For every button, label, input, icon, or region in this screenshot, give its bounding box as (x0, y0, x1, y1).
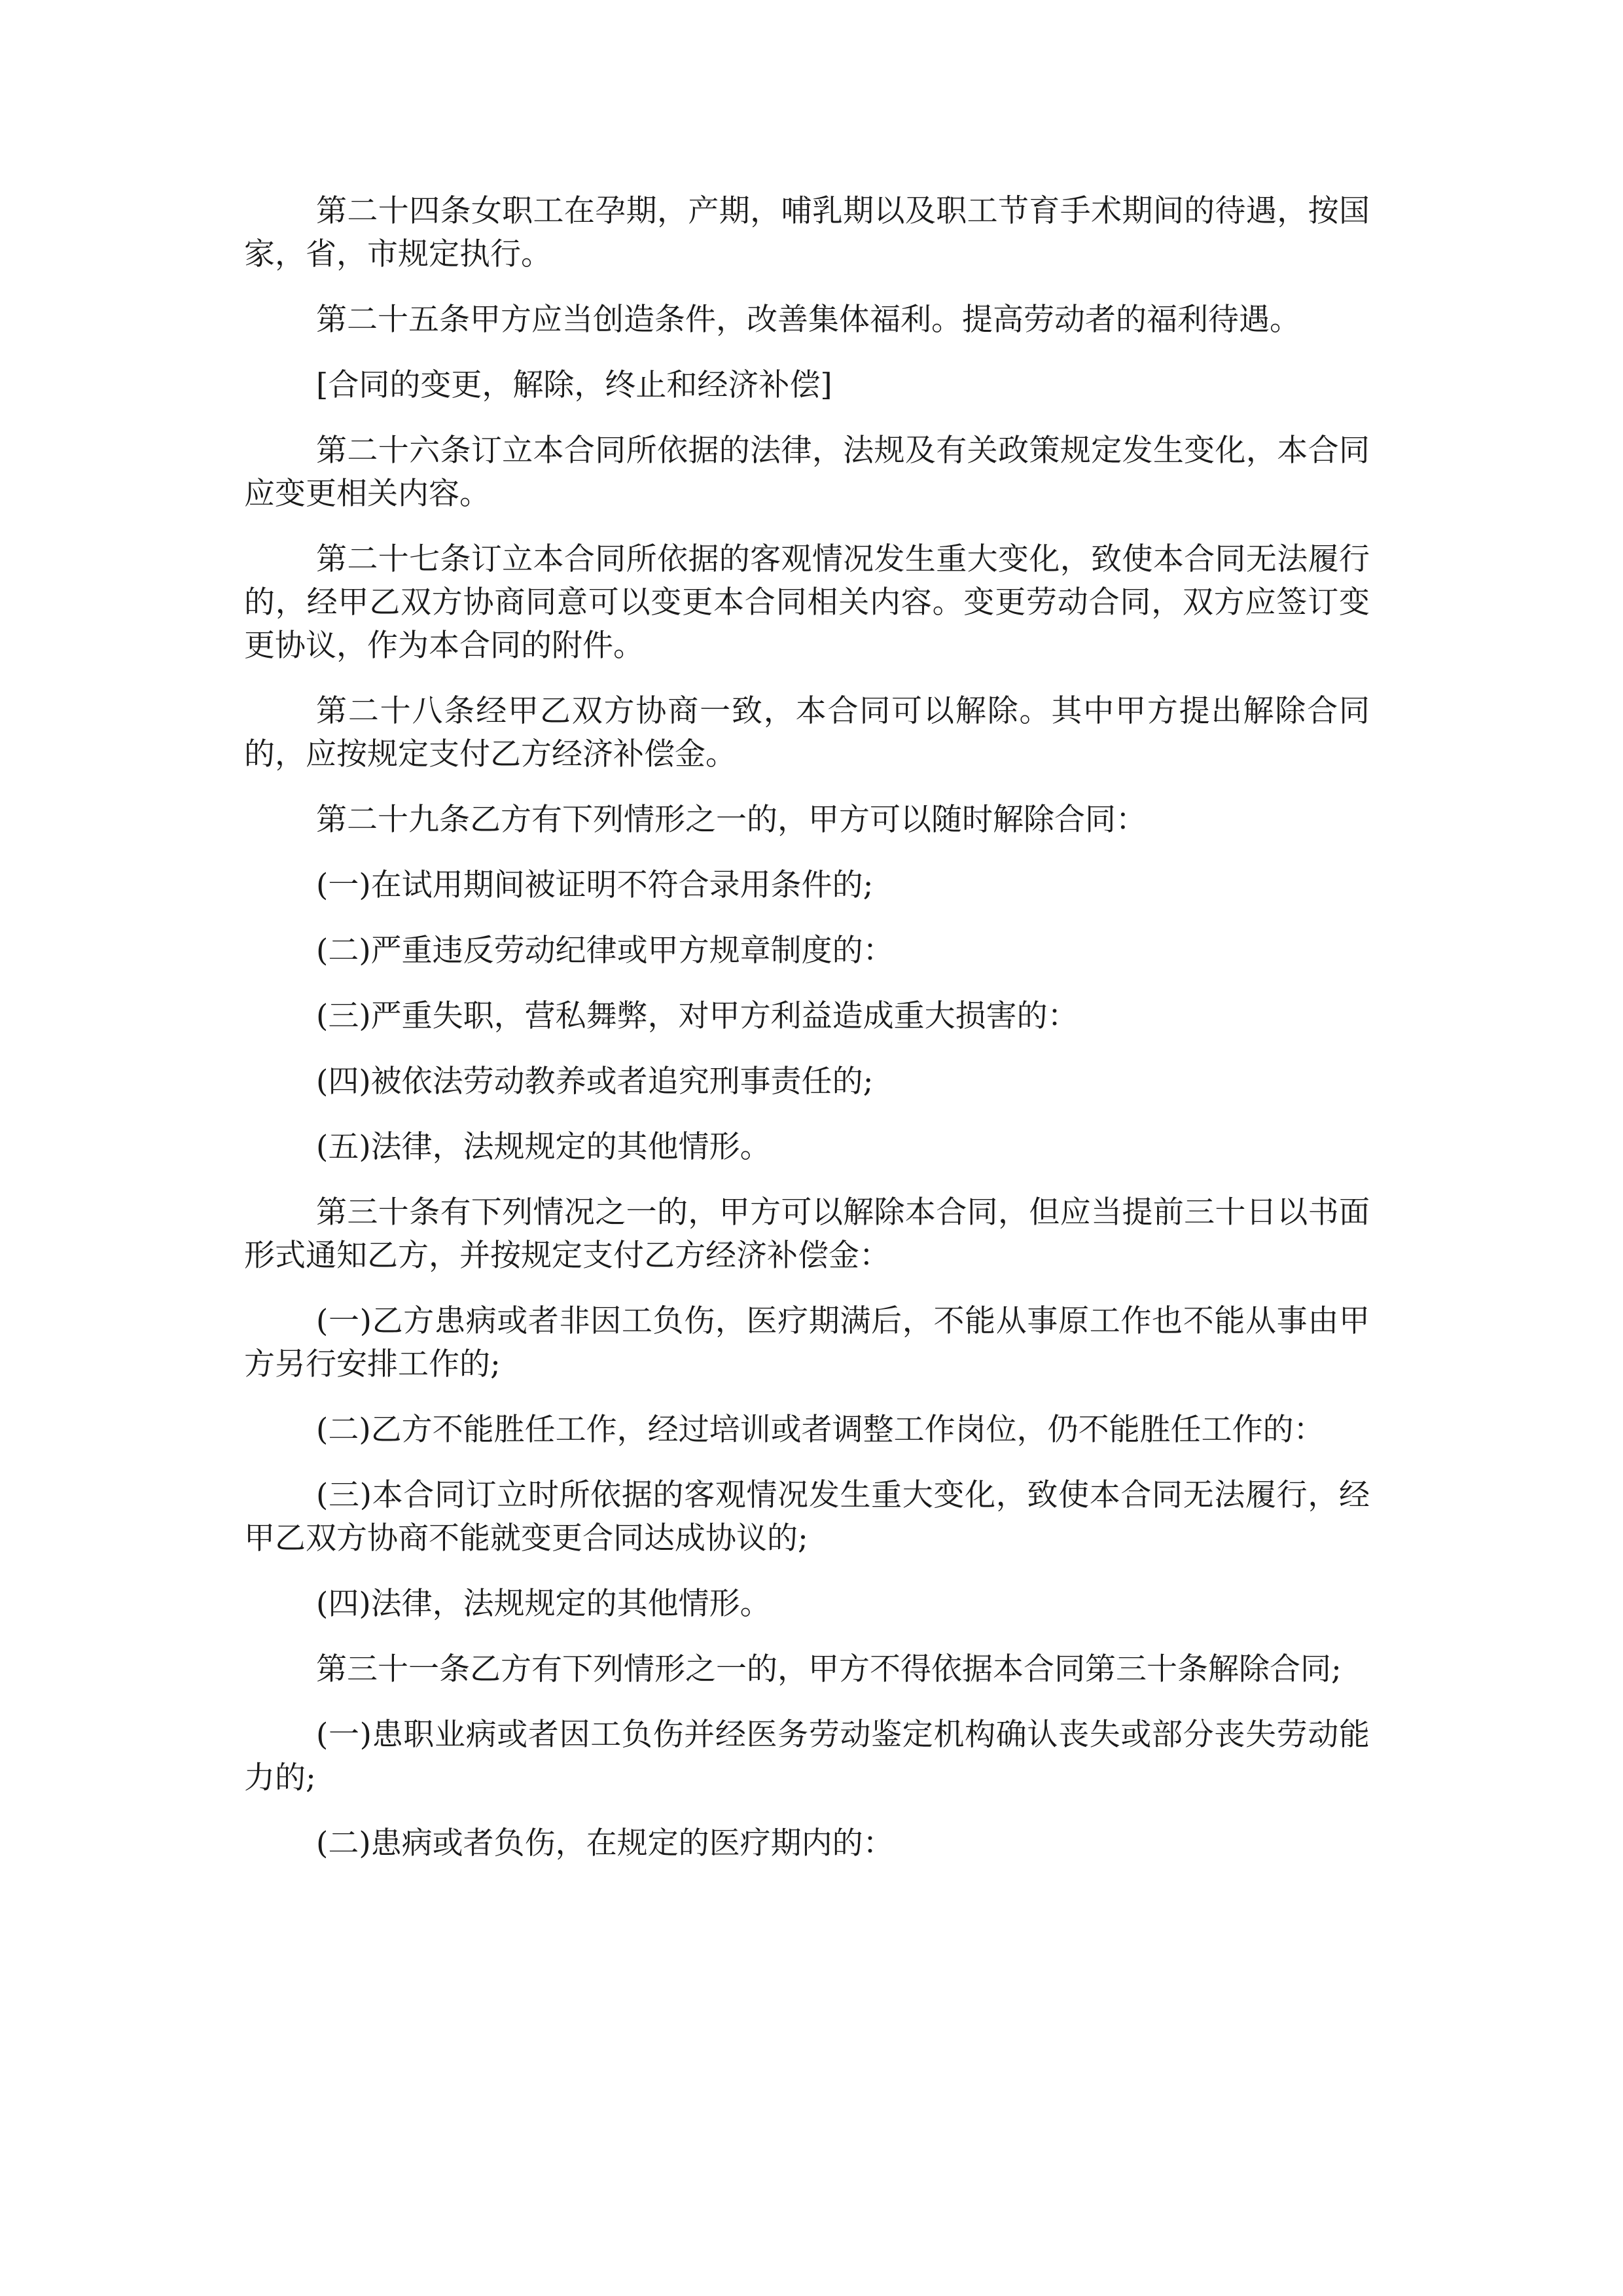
contract-body (244, 190, 1370, 1888)
list-item: (四)被依法劳动教养或者追究刑事责任的; (316, 1064, 874, 1100)
list-item: (二)患病或者负伤，在规定的医疗期内的： (316, 1825, 894, 1861)
paragraph-article-31: 第三十一条乙方有下列情形之一的，甲方不得依据本合同第三十条解除合同; (316, 1651, 1342, 1687)
list-item: (二)乙方不能胜任工作，经过培训或者调整工作岗位，仍不能胜任工作的： (316, 1412, 1325, 1448)
paragraph-article-27: 第二十七条订立本合同所依据的客观情况发生重大变化，致使本合同无法履行的，经甲乙双方协商同意可以变更本合同相关内容。变更劳动合同，双方应签订变更协议，作为本合同的附件。 (244, 541, 1370, 664)
list-item: (三)严重失职，营私舞弊，对甲方利益造成重大损害的： (316, 998, 1079, 1034)
paragraph-article-30: 第三十条有下列情况之一的，甲方可以解除本合同，但应当提前三十日以书面形式通知乙方，并按规定支付乙方经济补偿金： (244, 1194, 1370, 1274)
paragraph-article-26: 第二十六条订立本合同所依据的法律，法规及有关政策规定发生变化，本合同应变更相关内容。 (244, 433, 1370, 512)
list-item: (三)本合同订立时所依据的客观情况发生重大变化，致使本合同无法履行，经甲乙双方协商不能就变更合同达成协议的; (244, 1477, 1370, 1556)
paragraph-article-28: 第二十八条经甲乙双方协商一致，本合同可以解除。其中甲方提出解除合同的，应按规定支付乙方经济补偿金。 (244, 693, 1370, 772)
list-item: (一)乙方患病或者非因工负伤，医疗期满后，不能从事原工作也不能从事由甲方另行安排工作的; (244, 1303, 1370, 1382)
paragraph-article-29: 第二十九条乙方有下列情形之一的，甲方可以随时解除合同： (316, 802, 1147, 838)
list-item: (五)法律，法规规定的其他情形。 (316, 1129, 771, 1165)
paragraph-article-24: 第二十四条女职工在孕期，产期，哺乳期以及职工节育手术期间的待遇，按国家，省，市规定执行。 (244, 193, 1370, 272)
list-item: (四)法律，法规规定的其他情形。 (316, 1586, 771, 1622)
paragraph-article-25: 第二十五条甲方应当创造条件，改善集体福利。提高劳动者的福利待遇。 (316, 302, 1300, 338)
list-item: (一)患职业病或者因工负伤并经医务劳动鉴定机构确认丧失或部分丧失劳动能力的; (244, 1717, 1370, 1796)
list-item: (一)在试用期间被证明不符合录用条件的; (316, 867, 874, 903)
list-item: (二)严重违反劳动纪律或甲方规章制度的： (316, 933, 894, 969)
section-heading: [合同的变更，解除，终止和经济补偿] (316, 367, 832, 403)
